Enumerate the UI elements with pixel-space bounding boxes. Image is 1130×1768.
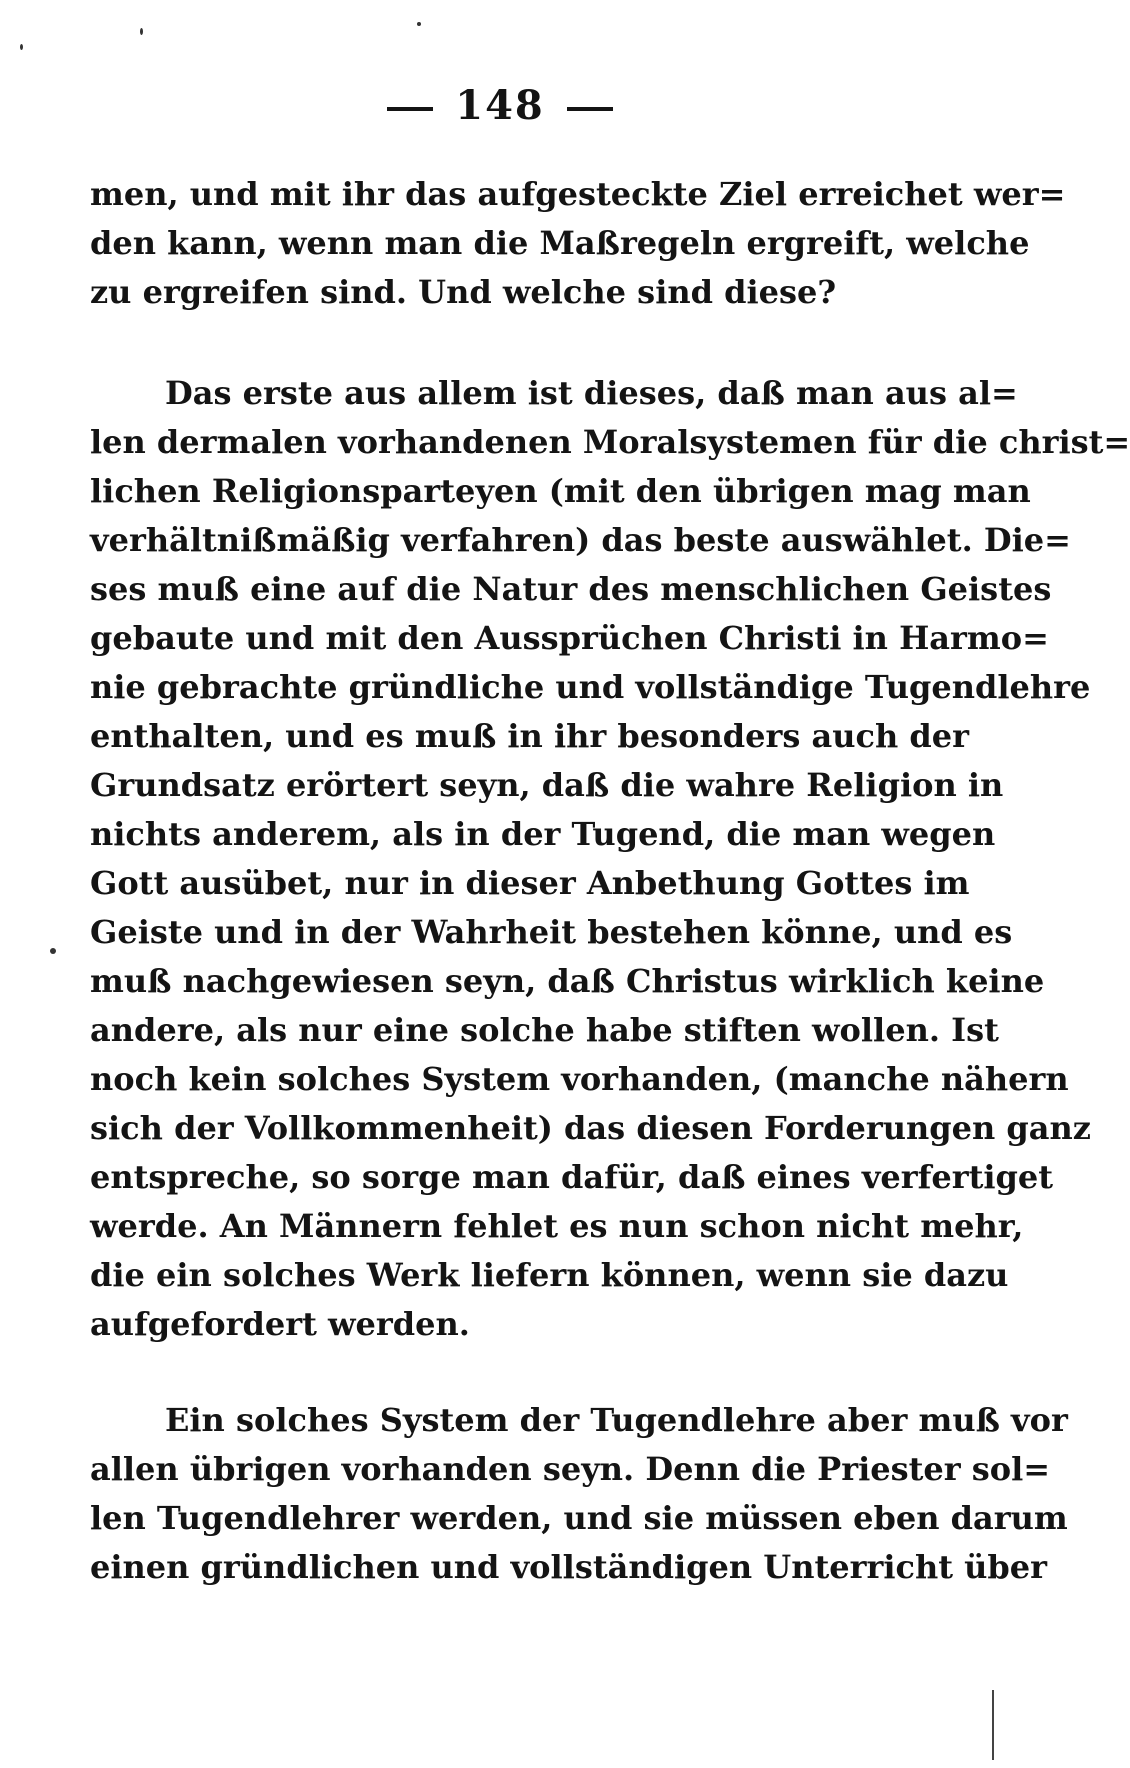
text-line: den kann, wenn man die Maßregeln ergreift, welche [90, 224, 1030, 262]
text-line: einen gründlichen und vollständigen Unterricht über [90, 1548, 1047, 1586]
text-line: verhältnißmäßig verfahren) das beste auswählet. Die= [90, 521, 1071, 559]
header-dash-left [387, 107, 433, 111]
paragraph-3 [90, 1396, 1068, 1592]
page-number: 148 [455, 82, 545, 129]
text-line: len Tugendlehrer werden, und sie müssen eben darum [90, 1499, 1068, 1537]
text-line: noch kein solches System vorhanden, (manche nähern [90, 1060, 1069, 1098]
text-line: lichen Religionsparteyen (mit den übrigen mag man [90, 472, 1031, 510]
text-line: die ein solches Werk liefern können, wenn sie dazu [90, 1256, 1009, 1294]
text-line: ses muß eine auf die Natur des menschlichen Geistes [90, 570, 1052, 608]
text-line: nie gebrachte gründliche und vollständige Tugendlehre [90, 668, 1091, 706]
text-line: andere, als nur eine solche habe stiften wollen. Ist [90, 1011, 999, 1049]
text-line: enthalten, und es muß in ihr besonders auch der [90, 717, 969, 755]
text-line: muß nachgewiesen seyn, daß Christus wirklich keine [90, 962, 1045, 1000]
text-line: gebaute und mit den Aussprüchen Christi in Harmo= [90, 619, 1049, 657]
ink-speck [417, 22, 421, 26]
text-line: entspreche, so sorge man dafür, daß eines verfertiget [90, 1158, 1054, 1196]
text-line: Grundsatz erörtert seyn, daß die wahre Religion in [90, 766, 1004, 804]
paragraph-2 [90, 369, 1130, 1349]
ink-speck [140, 28, 143, 35]
text-line: men, und mit ihr das aufgesteckte Ziel erreichet wer= [90, 175, 1066, 213]
text-line: Ein solches System der Tugendlehre aber muß vor [165, 1401, 1068, 1439]
header-dash-right [567, 107, 613, 111]
ink-speck [50, 948, 56, 954]
text-line: zu ergreifen sind. Und welche sind diese? [90, 273, 837, 311]
text-line: Geiste und in der Wahrheit bestehen könne, und es [90, 913, 1013, 951]
text-line: werde. An Männern fehlet es nun schon nicht mehr, [90, 1207, 1024, 1245]
text-line: nichts anderem, als in der Tugend, die man wegen [90, 815, 996, 853]
text-line: len dermalen vorhandenen Moralsystemen für die christ= [90, 423, 1130, 461]
paragraph-1 [90, 170, 1066, 317]
page-edge-mark [992, 1690, 994, 1760]
page-number-header [0, 82, 1000, 129]
text-line: aufgefordert werden. [90, 1305, 470, 1343]
ink-speck [20, 44, 23, 50]
text-line: sich der Vollkommenheit) das diesen Forderungen ganz [90, 1109, 1091, 1147]
text-line: Das erste aus allem ist dieses, daß man aus al= [165, 374, 1018, 412]
text-line: Gott ausübet, nur in dieser Anbethung Gottes im [90, 864, 970, 902]
text-line: allen übrigen vorhanden seyn. Denn die Priester sol= [90, 1450, 1051, 1488]
